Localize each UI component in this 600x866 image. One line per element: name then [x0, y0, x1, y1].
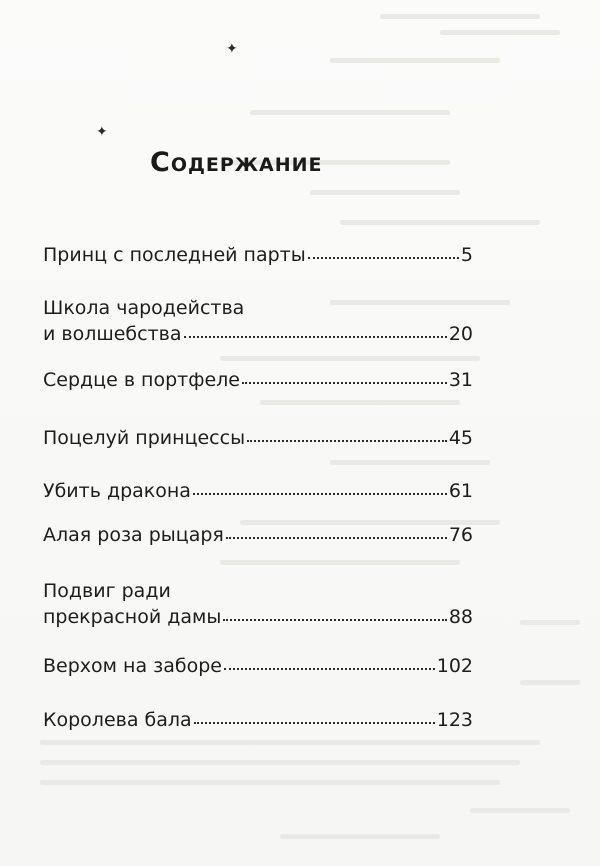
- page-number: 123: [436, 709, 473, 731]
- page-number: 61: [448, 480, 473, 502]
- entry-title: Сердце в портфеле: [43, 369, 240, 391]
- toc-entry: [43, 653, 473, 679]
- entry-title: Поцелуй принцессы: [43, 427, 246, 449]
- star-ornament: ✦: [96, 124, 108, 140]
- toc-entry: [43, 367, 473, 393]
- entry-title: Королева бала: [43, 709, 192, 731]
- entry-title: прекрасной дамы: [43, 606, 222, 628]
- toc-entry: [43, 478, 473, 504]
- page-title: Содержание: [150, 147, 323, 178]
- dot-leader: [194, 718, 435, 724]
- toc-entry: [43, 425, 473, 451]
- toc-entry: [43, 522, 473, 548]
- star-ornament: ✦: [226, 41, 238, 57]
- dot-leader: [226, 533, 447, 539]
- page-number: 102: [436, 655, 473, 677]
- entry-title-line: Школа чародейства: [43, 297, 245, 319]
- page-number: 88: [448, 606, 473, 628]
- entry-title: и волшебства: [43, 323, 182, 345]
- page-number: 20: [448, 323, 473, 345]
- entry-title: Принц с последней парты: [43, 244, 306, 266]
- toc-entry: [43, 578, 473, 630]
- dot-leader: [184, 332, 447, 338]
- toc-entry: [43, 242, 473, 268]
- entry-title-line: Подвиг ради: [43, 580, 171, 602]
- page-number: 31: [448, 369, 473, 391]
- page-number: 45: [448, 427, 473, 449]
- dot-leader: [223, 615, 446, 621]
- entry-title: Алая роза рыцаря: [43, 524, 224, 546]
- page-number: 76: [448, 524, 473, 546]
- dot-leader: [247, 436, 447, 442]
- entry-title: Верхом на заборе: [43, 655, 222, 677]
- toc-entry: [43, 707, 473, 733]
- dot-leader: [242, 378, 447, 384]
- dot-leader: [308, 253, 459, 259]
- dot-leader: [224, 664, 435, 670]
- page-number: 5: [460, 244, 473, 266]
- dot-leader: [193, 489, 447, 495]
- entry-title: Убить дракона: [43, 480, 191, 502]
- toc-entry: [43, 295, 473, 347]
